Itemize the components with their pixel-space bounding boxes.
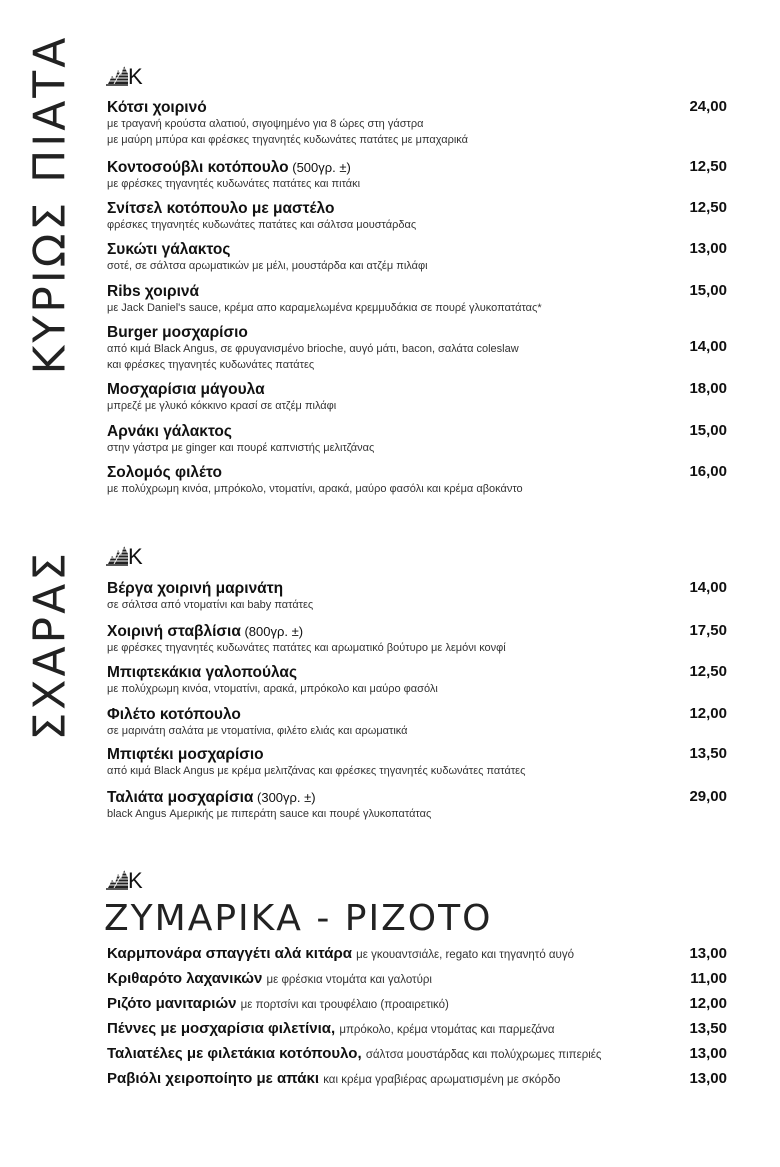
menu-item-title: Φιλέτο κοτόπουλο bbox=[107, 706, 241, 723]
menu-item-name bbox=[107, 745, 727, 764]
restaurant-logo bbox=[106, 866, 150, 892]
menu-item-name bbox=[107, 788, 727, 807]
menu-item-title: Σολομός φιλέτο bbox=[107, 464, 222, 481]
menu-item bbox=[107, 622, 727, 657]
menu-item-name bbox=[107, 282, 727, 301]
menu-item-description: φρέσκες τηγανητές κυδωνάτες πατάτες και σάλτσα μουστάρδας bbox=[107, 219, 417, 231]
menu-item-name bbox=[107, 158, 727, 177]
menu-item bbox=[107, 282, 727, 317]
logo-mark-icon bbox=[106, 866, 150, 892]
menu-item bbox=[107, 969, 727, 990]
menu-item-title: Burger μοσχαρίσιο bbox=[107, 324, 248, 341]
menu-item-price: 14,00 bbox=[689, 579, 727, 596]
menu-item bbox=[107, 380, 727, 415]
menu-item-title: Συκώτι γάλακτος bbox=[107, 241, 231, 258]
menu-item-price: 17,50 bbox=[689, 622, 727, 639]
menu-item-title: Ριζότο μανιταριών bbox=[107, 995, 241, 1012]
menu-item bbox=[107, 1069, 727, 1090]
menu-item-price: 12,50 bbox=[689, 158, 727, 175]
menu-item bbox=[107, 705, 727, 740]
menu-item-name bbox=[107, 422, 727, 441]
restaurant-logo bbox=[106, 542, 150, 568]
menu-item-price: 12,00 bbox=[689, 705, 727, 722]
menu-item-price: 24,00 bbox=[689, 98, 727, 115]
menu-item-description: στην γάστρα με ginger και πουρέ καπνιστής μελιτζάνας bbox=[107, 442, 375, 454]
menu-item-price: 13,00 bbox=[689, 1070, 727, 1087]
menu-item bbox=[107, 422, 727, 457]
menu-item-price: 13,50 bbox=[689, 745, 727, 762]
menu-item-title: Μοσχαρίσια μάγουλα bbox=[107, 381, 265, 398]
menu-item-name bbox=[107, 705, 727, 724]
menu-item-portion: (300γρ. ±) bbox=[253, 790, 316, 805]
menu-item-title: Ραβιόλι χειροποίητο με απάκι bbox=[107, 1070, 324, 1087]
menu-item-description: και κρέμα γραβιέρας αρωματισμένη με σκόρδο bbox=[323, 1074, 561, 1086]
menu-item-description: από κιμά Black Angus, σε φρυγανισμένο brioche, αυγό μάτι, bacon, σαλάτα coleslaw bbox=[107, 343, 519, 355]
menu-item-description: μπρόκολο, κρέμα ντομάτας και παρμεζάνα bbox=[339, 1024, 555, 1036]
menu-item-description: και φρέσκες τηγανητές κυδωνάτες πατάτες bbox=[107, 358, 315, 371]
menu-item-title: Κριθαρότο λαχανικών bbox=[107, 970, 267, 987]
menu-item bbox=[107, 944, 727, 965]
menu-item-name bbox=[107, 463, 727, 482]
menu-item bbox=[107, 579, 727, 614]
menu-item-description: με μαύρη μπύρα και φρέσκες τηγανητές κυδωνάτες πατάτες με μπαχαρικά bbox=[107, 133, 469, 146]
logo-letter: K bbox=[128, 868, 143, 892]
menu-item-title: Βέργα χοιρινή μαρινάτη bbox=[107, 580, 284, 597]
menu-item bbox=[107, 994, 727, 1015]
menu-item-name bbox=[107, 622, 727, 641]
menu-item-description: με πολύχρωμη κινόα, ντοματίνι, αρακά, μπρόκολο και μαύρο φασόλι bbox=[107, 683, 438, 695]
section-title-kyrios-piata: ΚΥΡΙΩΣ ΠΙΑΤΑ bbox=[24, 34, 76, 375]
menu-item-price: 11,00 bbox=[690, 970, 727, 987]
menu-item bbox=[107, 240, 727, 275]
menu-item-description: σάλτσα μουστάρδας και πολύχρωμες πιπεριές bbox=[365, 1049, 602, 1061]
logo-mark-icon bbox=[106, 62, 150, 88]
menu-item-description: σε μαρινάτη σαλάτα με ντοματίνια, φιλέτο ελιάς και αρωματικά bbox=[107, 725, 408, 737]
menu-item-description: με πολύχρωμη κινόα, μπρόκολο, ντοματίνι, αρακά, μαύρο φασόλι και κρέμα αβοκάντο bbox=[107, 483, 523, 495]
menu-item-price: 16,00 bbox=[689, 463, 727, 480]
menu-item-price: 13,50 bbox=[689, 1020, 727, 1037]
menu-item-name bbox=[107, 663, 727, 682]
menu-item-name bbox=[107, 380, 727, 399]
menu-item bbox=[107, 199, 727, 234]
menu-item-price: 12,50 bbox=[689, 199, 727, 216]
logo-letter: K bbox=[128, 64, 143, 88]
menu-item bbox=[107, 98, 727, 148]
menu-item-price: 29,00 bbox=[689, 788, 727, 805]
menu-item-description: με φρέσκες τηγανητές κυδωνάτες πατάτες και πιτάκι bbox=[107, 178, 361, 190]
menu-item-description: με γκουαντσιάλε, regato και τηγανητό αυγό bbox=[356, 949, 574, 961]
menu-item-title: Ribs χοιρινά bbox=[107, 283, 200, 300]
menu-item-price: 18,00 bbox=[689, 380, 727, 397]
menu-item-description: μπρεζέ με γλυκό κόκκινο κρασί σε ατζέμ πιλάφι bbox=[107, 400, 337, 412]
logo-mark-icon bbox=[106, 542, 150, 568]
menu-item bbox=[107, 1019, 727, 1040]
menu-item-price: 12,00 bbox=[689, 995, 727, 1012]
section-title-sxaras: ΣΧΑΡΑΣ bbox=[24, 550, 76, 741]
menu-item-price: 13,00 bbox=[689, 945, 727, 962]
menu-item-title: Ταλιατέλες με φιλετάκια κοτόπουλο, bbox=[107, 1045, 366, 1062]
menu-item-price: 13,00 bbox=[689, 1045, 727, 1062]
menu-item-title: Χοιρινή σταβλίσια bbox=[107, 623, 241, 640]
menu-item-price: 15,00 bbox=[689, 282, 727, 299]
menu-item-title: Πέννες με μοσχαρίσια φιλετίνια, bbox=[107, 1020, 340, 1037]
restaurant-logo bbox=[106, 62, 150, 88]
menu-item-price: 13,00 bbox=[689, 240, 727, 257]
menu-item bbox=[107, 1044, 727, 1065]
menu-item bbox=[107, 788, 727, 823]
menu-item bbox=[107, 158, 727, 193]
menu-item-description: black Angus Αμερικής με πιπεράτη sauce και πουρέ γλυκοπατάτας bbox=[107, 808, 432, 820]
menu-item bbox=[107, 663, 727, 698]
menu-item-price: 14,00 bbox=[689, 338, 727, 355]
menu-item-description: με Jack Daniel's sauce, κρέμα απο καραμελωμένα κρεμμυδάκια σε πουρέ γλυκοπατάτας* bbox=[107, 302, 542, 314]
menu-item bbox=[107, 745, 727, 780]
menu-item-portion: (500γρ. ±) bbox=[288, 160, 351, 175]
menu-item-title: Κότσι χοιρινό bbox=[107, 99, 207, 116]
menu-item-description: με πορτσίνι και τρουφέλαιο (προαιρετικό) bbox=[240, 999, 449, 1011]
menu-item-title: Αρνάκι γάλακτος bbox=[107, 423, 232, 440]
menu-item bbox=[107, 463, 727, 498]
menu-item-title: Μπιφτεκάκια γαλοπούλας bbox=[107, 664, 298, 681]
menu-item-name bbox=[107, 199, 727, 218]
menu-item-title: Μπιφτέκι μοσχαρίσιο bbox=[107, 746, 264, 763]
logo-letter: K bbox=[128, 544, 143, 568]
menu-item-description: με φρέσκια ντομάτα και γαλοτύρι bbox=[266, 974, 432, 986]
section-title-zymarika-rizoto: ΖΥΜΑΡΙΚΑ - ΡΙΖΟΤΟ bbox=[104, 898, 493, 939]
menu-item-description: με τραγανή κρούστα αλατιού, σιγοψημένο για 8 ώρες στη γάστρα bbox=[107, 118, 424, 130]
menu-item-name bbox=[107, 323, 727, 342]
menu-item-price: 12,50 bbox=[689, 663, 727, 680]
menu-item-portion: (800γρ. ±) bbox=[240, 624, 304, 639]
menu-item-description: από κιμά Black Angus με κρέμα μελιτζάνας και φρέσκες τηγανητές κυδωνάτες πατάτες bbox=[107, 765, 526, 777]
menu-item bbox=[107, 323, 727, 373]
menu-item-title: Κοντοσούβλι κοτόπουλο bbox=[107, 159, 289, 176]
menu-item-description: σε σάλτσα από ντοματίνι και baby πατάτες bbox=[107, 599, 314, 611]
menu-item-title: Καρμπονάρα σπαγγέτι αλά κιτάρα bbox=[107, 945, 357, 962]
menu-item-price: 15,00 bbox=[689, 422, 727, 439]
menu-item-title: Σνίτσελ κοτόπουλο με μαστέλο bbox=[107, 200, 335, 217]
menu-item-description: σοτέ, σε σάλτσα αρωματικών με μέλι, μουστάρδα και ατζέμ πιλάφι bbox=[107, 260, 428, 272]
menu-item-description: με φρέσκες τηγανητές κυδωνάτες πατάτες και αρωματικό βούτυρο με λεμόνι κονφί bbox=[107, 642, 506, 654]
menu-item-title: Ταλιάτα μοσχαρίσια bbox=[107, 789, 254, 806]
menu-item-name bbox=[107, 98, 727, 117]
menu-item-name bbox=[107, 579, 727, 598]
menu-item-name bbox=[107, 240, 727, 259]
